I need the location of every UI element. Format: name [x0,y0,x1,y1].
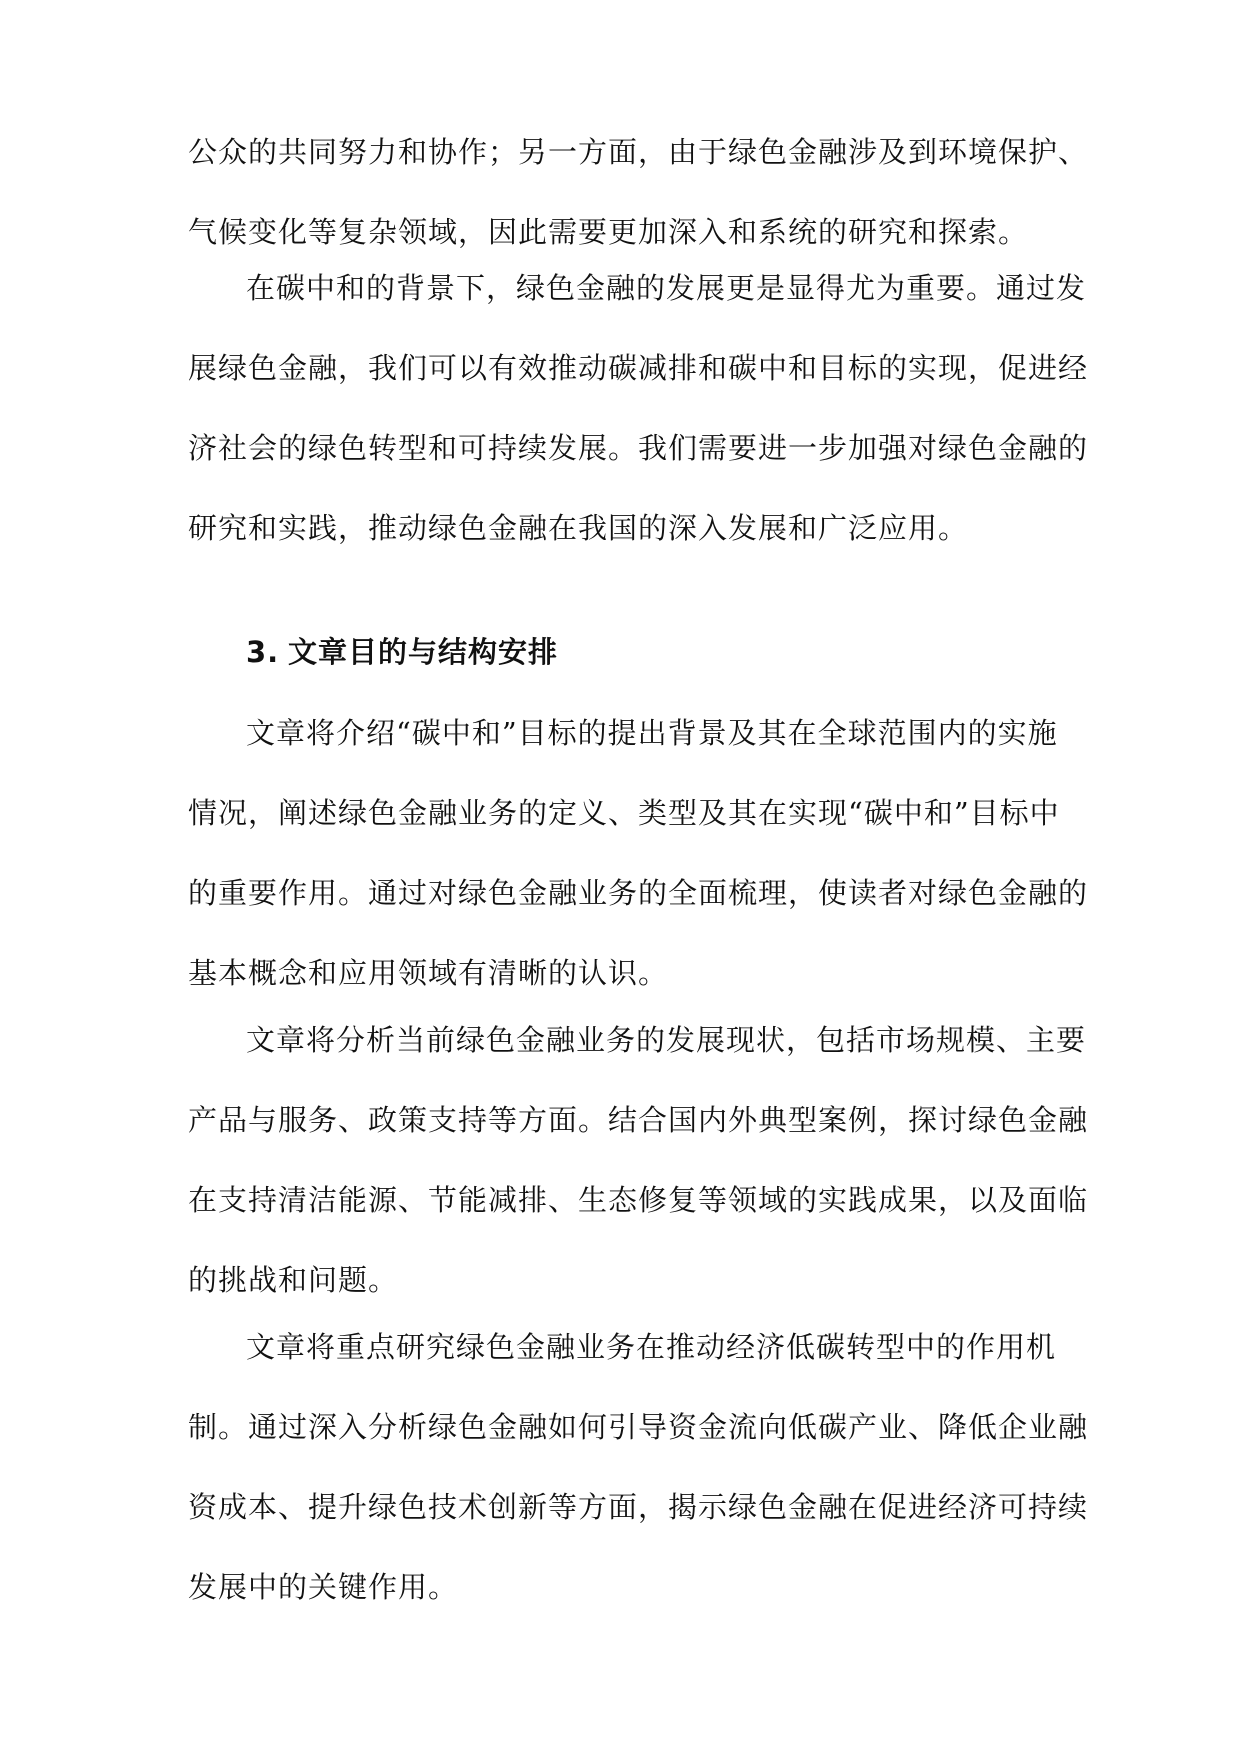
paragraph-line: 研究和实践，推动绿色金融在我国的深入发展和广泛应用。 [188,511,969,545]
paragraph-line: 文章将分析当前绿色金融业务的发展现状，包括市场规模、主要 [246,1023,1087,1057]
paragraph-line: 在碳中和的背景下，绿色金融的发展更是显得尤为重要。通过发 [246,271,1087,305]
paragraph-line: 文章将重点研究绿色金融业务在推动经济低碳转型中的作用机 [246,1330,1057,1364]
section-number: 3. [246,635,280,669]
paragraph-line: 文章将介绍“碳中和”目标的提出背景及其在全球范围内的实施 [246,716,1058,750]
section-title: 文章目的与结构安排 [288,635,559,669]
paragraph-line: 展绿色金融，我们可以有效推动碳减排和碳中和目标的实现，促进经 [188,351,1089,385]
paragraph-article-intro [188,693,1089,1013]
paragraph-line: 的重要作用。通过对绿色金融业务的全面梳理，使读者对绿色金融的 [188,876,1089,910]
paragraph-line: 基本概念和应用领域有清晰的认识。 [188,956,669,990]
paragraph-current-status [188,1000,1089,1320]
section-heading [246,612,558,692]
paragraph-line: 济社会的绿色转型和可持续发展。我们需要进一步加强对绿色金融的 [188,431,1089,465]
paragraph-carbon-neutrality-context [188,248,1089,568]
paragraph-line: 公众的共同努力和协作；另一方面，由于绿色金融涉及到环境保护、 [188,135,1089,169]
paragraph-line: 气候变化等复杂领域，因此需要更加深入和系统的研究和探索。 [188,215,1029,249]
paragraph-line: 发展中的关键作用。 [188,1570,459,1604]
paragraph-line: 在支持清洁能源、节能减排、生态修复等领域的实践成果，以及面临 [188,1183,1089,1217]
paragraph-line: 情况，阐述绿色金融业务的定义、类型及其在实现“碳中和”目标中 [188,796,1060,830]
paragraph-line: 产品与服务、政策支持等方面。结合国内外典型案例，探讨绿色金融 [188,1103,1089,1137]
paragraph-line: 资成本、提升绿色技术创新等方面，揭示绿色金融在促进经济可持续 [188,1490,1089,1524]
paragraph-line: 的挑战和问题。 [188,1263,399,1297]
paragraph-mechanism-research [188,1307,1089,1627]
paragraph-line: 制。通过深入分析绿色金融如何引导资金流向低碳产业、降低企业融 [188,1410,1089,1444]
